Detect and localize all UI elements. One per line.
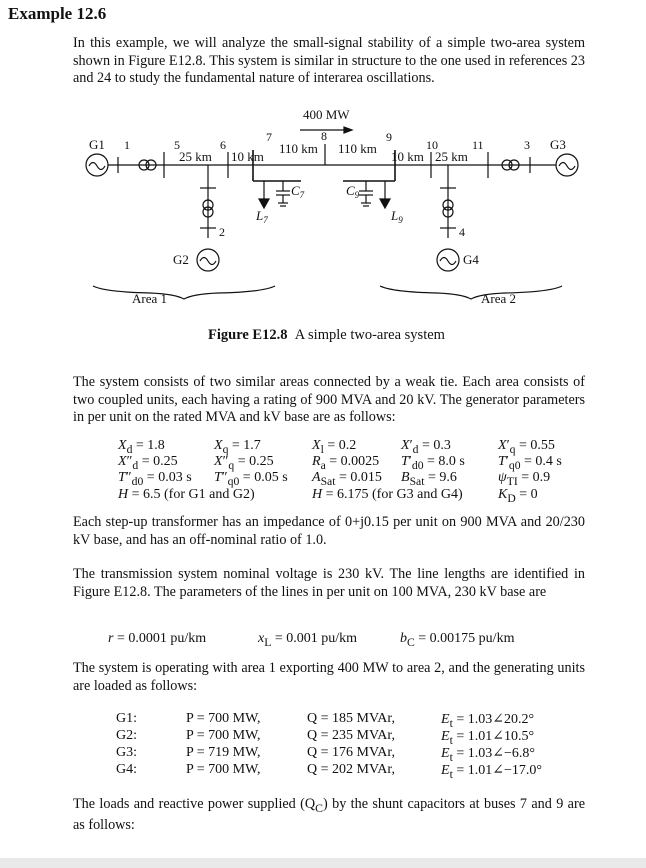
unit-3-q: Q = 176 MVAr, xyxy=(307,745,395,760)
bus-3-label: 3 xyxy=(524,138,530,152)
param-xq-dprime: $X''_q = 0.25$ xyxy=(214,454,274,472)
param-tq0-dprime: $T''_{q0} = 0.05$ s xyxy=(214,470,288,488)
unit-2-e: $E_t$ = 1.01∠10.5° xyxy=(441,729,535,747)
bus-8-label: 8 xyxy=(321,129,327,143)
line-6-7-length: 10 km xyxy=(231,149,264,164)
param-tq0-prime: $T'_{q0} = 0.4$ s xyxy=(498,454,562,472)
bus-1-label: 1 xyxy=(124,138,130,152)
unit-3-p: P = 719 MW, xyxy=(186,745,261,760)
g2-label: G2 xyxy=(173,252,189,267)
area-2-label: Area 2 xyxy=(481,291,517,306)
param-asat: $A_{Sat} = 0.015$ xyxy=(312,470,382,488)
g3-label: G3 xyxy=(550,137,566,152)
cap-c7-label: $C_7$ xyxy=(291,183,305,200)
unit-2-p: P = 700 MW, xyxy=(186,728,261,743)
bus-5-label: 5 xyxy=(174,138,180,152)
load-l9-arrow xyxy=(380,199,390,208)
line-5-6-length: 25 km xyxy=(179,149,212,164)
unit-4-p: P = 700 MW, xyxy=(186,762,261,777)
area-1-brace xyxy=(93,286,275,299)
figure-caption: Figure E12.8 A simple two-area system xyxy=(208,327,445,343)
unit-1-gen: G1: xyxy=(116,711,137,726)
unit-4-gen: G4: xyxy=(116,762,137,777)
system-paragraph: The system consists of two similar areas connected by a weak tie. Each area consists of two coupled units, each having a rating of 900 MVA and 20 kV. The generator parameters in per unit on the rated MVA and kV base are as follows: xyxy=(73,374,585,426)
param-xd: $X_d = 1.8$ xyxy=(118,438,165,456)
intro-paragraph: In this example, we will analyze the small-signal stability of a simple two-area system shown in Figure E12.8. This system is similar in structure to the one used in references 23 and 24 to study the fundamental nature of interarea oscillations. xyxy=(73,35,585,87)
line-param-xl: $x_L = 0.001$ pu/km xyxy=(258,631,358,649)
param-td0-prime: $T'_{d0} = 8.0$ s xyxy=(401,454,465,472)
bus-4-label: 4 xyxy=(459,225,465,239)
unit-1-p: P = 700 MW, xyxy=(186,711,261,726)
g1-label: G1 xyxy=(89,137,105,152)
line-param-bc: $b_C = 0.00175$ pu/km xyxy=(400,631,515,649)
example-heading: Example 12.6 xyxy=(8,4,107,23)
cap-c9-label: $C_9$ xyxy=(346,183,360,200)
bus-7-label: 7 xyxy=(266,130,272,144)
unit-3-e: $E_t$ = 1.03∠−6.8° xyxy=(441,746,535,764)
param-xl: $X_l = 0.2$ xyxy=(312,438,357,456)
operating-paragraph: The system is operating with area 1 exporting 400 MW to area 2, and the generating units are loaded as follows: xyxy=(73,660,585,694)
param-xq-prime: $X'_q = 0.55$ xyxy=(498,438,555,456)
unit-4-q: Q = 202 MVAr, xyxy=(307,762,395,777)
bus-11-label: 11 xyxy=(472,138,484,152)
power-flow-label: 400 MW xyxy=(303,107,350,122)
bus-9-label: 9 xyxy=(386,130,392,144)
unit-4-e: $E_t$ = 1.01∠−17.0° xyxy=(441,763,542,781)
two-area-system-diagram xyxy=(0,0,646,330)
bus-6-label: 6 xyxy=(220,138,226,152)
line-10-11-length: 25 km xyxy=(435,149,468,164)
transmission-paragraph: The transmission system nominal voltage is 230 kV. The line lengths are identified in Figure E12.8. The parameters of the lines in per unit on 100 MVA, 230 kV base are xyxy=(73,566,585,600)
load-l9-label: $L_9$ xyxy=(391,208,403,225)
unit-1-q: Q = 185 MVAr, xyxy=(307,711,395,726)
line-7-8-length: 110 km xyxy=(279,141,318,156)
line-9-10-length: 10 km xyxy=(391,149,424,164)
param-td0-dprime: $T''_{d0} = 0.03$ s xyxy=(118,470,192,488)
param-ra: $R_a = 0.0025$ xyxy=(312,454,380,472)
param-bsat: $B_{Sat} = 9.6$ xyxy=(401,470,457,488)
param-h-g3-g4: H = 6.175 (for G3 and G4) xyxy=(312,487,463,502)
power-flow-arrow xyxy=(344,127,352,133)
page-bottom-edge xyxy=(0,858,646,868)
bus-10-label: 10 xyxy=(426,138,438,152)
area-2-brace xyxy=(380,286,562,299)
line-8-9-length: 110 km xyxy=(338,141,377,156)
param-kd: $K_D = 0$ xyxy=(498,487,538,505)
param-xd-dprime: $X''_d = 0.25$ xyxy=(118,454,178,472)
transformer-paragraph: Each step-up transformer has an impedance of 0+j0.15 per unit on 900 MVA and 20/230 kV base, and has an off-nominal ratio of 1.0. xyxy=(73,514,585,548)
bus-2-label: 2 xyxy=(219,225,225,239)
param-psi-t1: $\psi_{TI} = 0.9$ xyxy=(498,470,551,488)
unit-2-gen: G2: xyxy=(116,728,137,743)
unit-3-gen: G3: xyxy=(116,745,137,760)
load-l7-label: $L_7$ xyxy=(256,208,268,225)
param-h-g1-g2: H = 6.5 (for G1 and G2) xyxy=(118,487,255,502)
param-xd-prime: $X'_d = 0.3$ xyxy=(401,438,451,456)
area-1-label: Area 1 xyxy=(132,291,168,306)
line-param-r: r = 0.0001 pu/km xyxy=(108,631,207,646)
unit-2-q: Q = 235 MVAr, xyxy=(307,728,395,743)
param-xq: $X_q = 1.7$ xyxy=(214,438,261,456)
load-l7-arrow xyxy=(259,199,269,208)
unit-1-e: $E_t$ = 1.03∠20.2° xyxy=(441,712,535,730)
loads-paragraph: The loads and reactive power supplied $(Q_C)$ by the shunt capacitors at buses 7 and 9 are as follows: xyxy=(73,796,585,834)
g4-label: G4 xyxy=(463,252,479,267)
